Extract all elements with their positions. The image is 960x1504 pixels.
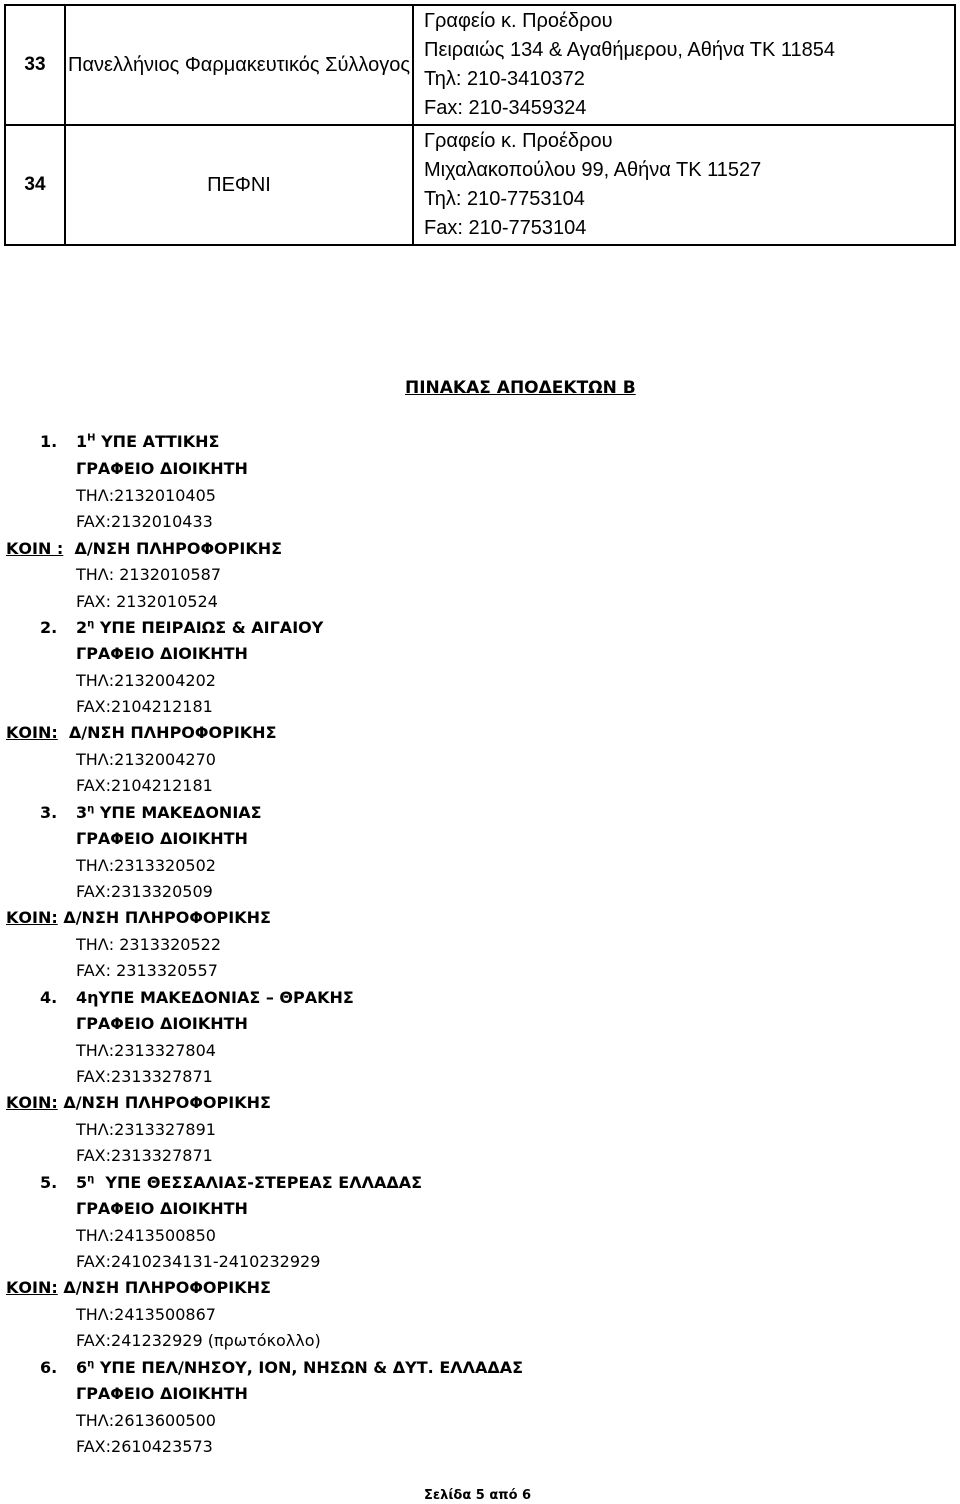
koin-label: ΚΟΙΝ: bbox=[6, 908, 58, 927]
koin-tel-line: ΤΗΛ:2413500867 bbox=[76, 1305, 216, 1324]
organization-name: ΠΕΦΝΙ bbox=[65, 125, 413, 245]
address-line: Fax: 210-3459324 bbox=[424, 97, 587, 119]
address-line: Τηλ: 210-7753104 bbox=[424, 188, 585, 210]
table-row bbox=[5, 5, 955, 125]
address-line: Fax: 210-7753104 bbox=[424, 217, 587, 239]
koin-line bbox=[6, 1093, 271, 1113]
tel-line: ΤΗΛ:2132004202 bbox=[76, 671, 216, 690]
entry-number: 2. bbox=[40, 618, 58, 637]
entry-number: 3. bbox=[40, 803, 58, 822]
koin-fax-line: FAX:2104212181 bbox=[76, 776, 213, 795]
koin-label: ΚΟΙΝ: bbox=[6, 1093, 58, 1112]
koin-label: ΚΟΙΝ: bbox=[6, 1278, 58, 1297]
contacts-table bbox=[4, 4, 956, 246]
address-line: Τηλ: 210-3410372 bbox=[424, 68, 585, 90]
entry-title: $6^\eta$ ΥΠΕ ΠΕΛ/ΝΗΣΟΥ, ΙΟΝ, ΝΗΣΩΝ & ΔΥΤ. ΕΛΛΑΔΑΣ bbox=[76, 1358, 524, 1377]
office-label: ΓΡΑΦΕΙΟ ΔΙΟΙΚΗΤΗ bbox=[76, 459, 248, 478]
entry-number: 1. bbox=[40, 432, 58, 451]
entry-title: $1^H$ ΥΠΕ ΑΤΤΙΚΗΣ bbox=[76, 432, 220, 451]
entry-title: $2^\eta$ ΥΠΕ ΠΕΙΡΑΙΩΣ & ΑΙΓΑΙΟΥ bbox=[76, 618, 324, 637]
address-line: Γραφείο κ. Προέδρου bbox=[424, 130, 613, 152]
koin-dept: Δ/ΝΣΗ ΠΛΗΡΟΦΟΡΙΚΗΣ bbox=[63, 1093, 271, 1112]
organization-name: Πανελλήνιος Φαρμακευτικός Σύλλογος bbox=[65, 5, 413, 125]
fax-line: FAX:2132010433 bbox=[76, 512, 213, 531]
tel-line: ΤΗΛ:2413500850 bbox=[76, 1226, 216, 1245]
koin-dept: Δ/ΝΣΗ ΠΛΗΡΟΦΟΡΙΚΗΣ bbox=[63, 908, 271, 927]
address-line: Γραφείο κ. Προέδρου bbox=[424, 10, 613, 32]
tel-line: ΤΗΛ:2313320502 bbox=[76, 856, 216, 875]
office-label: ΓΡΑΦΕΙΟ ΔΙΟΙΚΗΤΗ bbox=[76, 1014, 248, 1033]
tel-line: ΤΗΛ:2132010405 bbox=[76, 486, 216, 505]
entry-title: $3^\eta$ ΥΠΕ ΜΑΚΕΔΟΝΙΑΣ bbox=[76, 803, 262, 822]
koin-fax-line: FAX: 2132010524 bbox=[76, 592, 218, 611]
fax-line: FAX:2610423573 bbox=[76, 1437, 213, 1456]
row-number: 34 bbox=[5, 125, 65, 245]
koin-label: ΚΟΙΝ: bbox=[6, 723, 58, 742]
koin-fax-line: FAX: 2313320557 bbox=[76, 961, 218, 980]
table-row bbox=[5, 125, 955, 245]
page-footer: Σελίδα 5 από 6 bbox=[424, 1488, 532, 1503]
address-line: Μιχαλακοπούλου 99, Αθήνα ΤΚ 11527 bbox=[424, 159, 762, 181]
office-label: ΓΡΑΦΕΙΟ ΔΙΟΙΚΗΤΗ bbox=[76, 644, 248, 663]
fax-line: FAX:2104212181 bbox=[76, 697, 213, 716]
row-number: 33 bbox=[5, 5, 65, 125]
fax-line: FAX:2313327871 bbox=[76, 1067, 213, 1086]
koin-line bbox=[6, 908, 271, 928]
koin-tel-line: ΤΗΛ:2132004270 bbox=[76, 750, 216, 769]
entry-title: $5^\eta$ ΥΠΕ ΘΕΣΣΑΛΙΑΣ-ΣΤΕΡΕΑΣ ΕΛΛΑΔΑΣ bbox=[76, 1173, 423, 1192]
koin-line bbox=[6, 539, 282, 559]
office-label: ΓΡΑΦΕΙΟ ΔΙΟΙΚΗΤΗ bbox=[76, 1384, 248, 1403]
office-label: ΓΡΑΦΕΙΟ ΔΙΟΙΚΗΤΗ bbox=[76, 1199, 248, 1218]
entry-title: 4ηΥΠΕ ΜΑΚΕΔΟΝΙΑΣ – ΘΡΑΚΗΣ bbox=[76, 988, 354, 1007]
address-line: Πειραιώς 134 & Αγαθήμερου, Αθήνα ΤΚ 11854 bbox=[424, 39, 835, 61]
koin-line bbox=[6, 723, 277, 743]
fax-line: FAX:2410234131-2410232929 bbox=[76, 1252, 321, 1271]
koin-label: ΚΟΙΝ : bbox=[6, 539, 64, 558]
address-cell bbox=[413, 125, 955, 245]
koin-tel-line: ΤΗΛ: 2132010587 bbox=[76, 565, 222, 584]
koin-line bbox=[6, 1278, 271, 1298]
entry-number: 4. bbox=[40, 988, 58, 1007]
koin-dept: Δ/ΝΣΗ ΠΛΗΡΟΦΟΡΙΚΗΣ bbox=[74, 539, 283, 558]
tel-line: ΤΗΛ:2613600500 bbox=[76, 1411, 216, 1430]
koin-tel-line: ΤΗΛ: 2313320522 bbox=[76, 935, 222, 954]
entry-number: 5. bbox=[40, 1173, 58, 1192]
koin-dept: Δ/ΝΣΗ ΠΛΗΡΟΦΟΡΙΚΗΣ bbox=[68, 723, 277, 742]
koin-tel-line: ΤΗΛ:2313327891 bbox=[76, 1120, 216, 1139]
koin-dept: Δ/ΝΣΗ ΠΛΗΡΟΦΟΡΙΚΗΣ bbox=[63, 1278, 271, 1297]
tel-line: ΤΗΛ:2313327804 bbox=[76, 1041, 216, 1060]
address-cell bbox=[413, 5, 955, 125]
entry-number: 6. bbox=[40, 1358, 58, 1377]
recipients-heading: ΠΙΝΑΚΑΣ ΑΠΟΔΕΚΤΩΝ Β bbox=[405, 378, 636, 398]
koin-fax-line: FAX:241232929 (πρωτόκολλο) bbox=[76, 1331, 321, 1350]
koin-fax-line: FAX:2313327871 bbox=[76, 1146, 213, 1165]
office-label: ΓΡΑΦΕΙΟ ΔΙΟΙΚΗΤΗ bbox=[76, 829, 248, 848]
fax-line: FAX:2313320509 bbox=[76, 882, 213, 901]
